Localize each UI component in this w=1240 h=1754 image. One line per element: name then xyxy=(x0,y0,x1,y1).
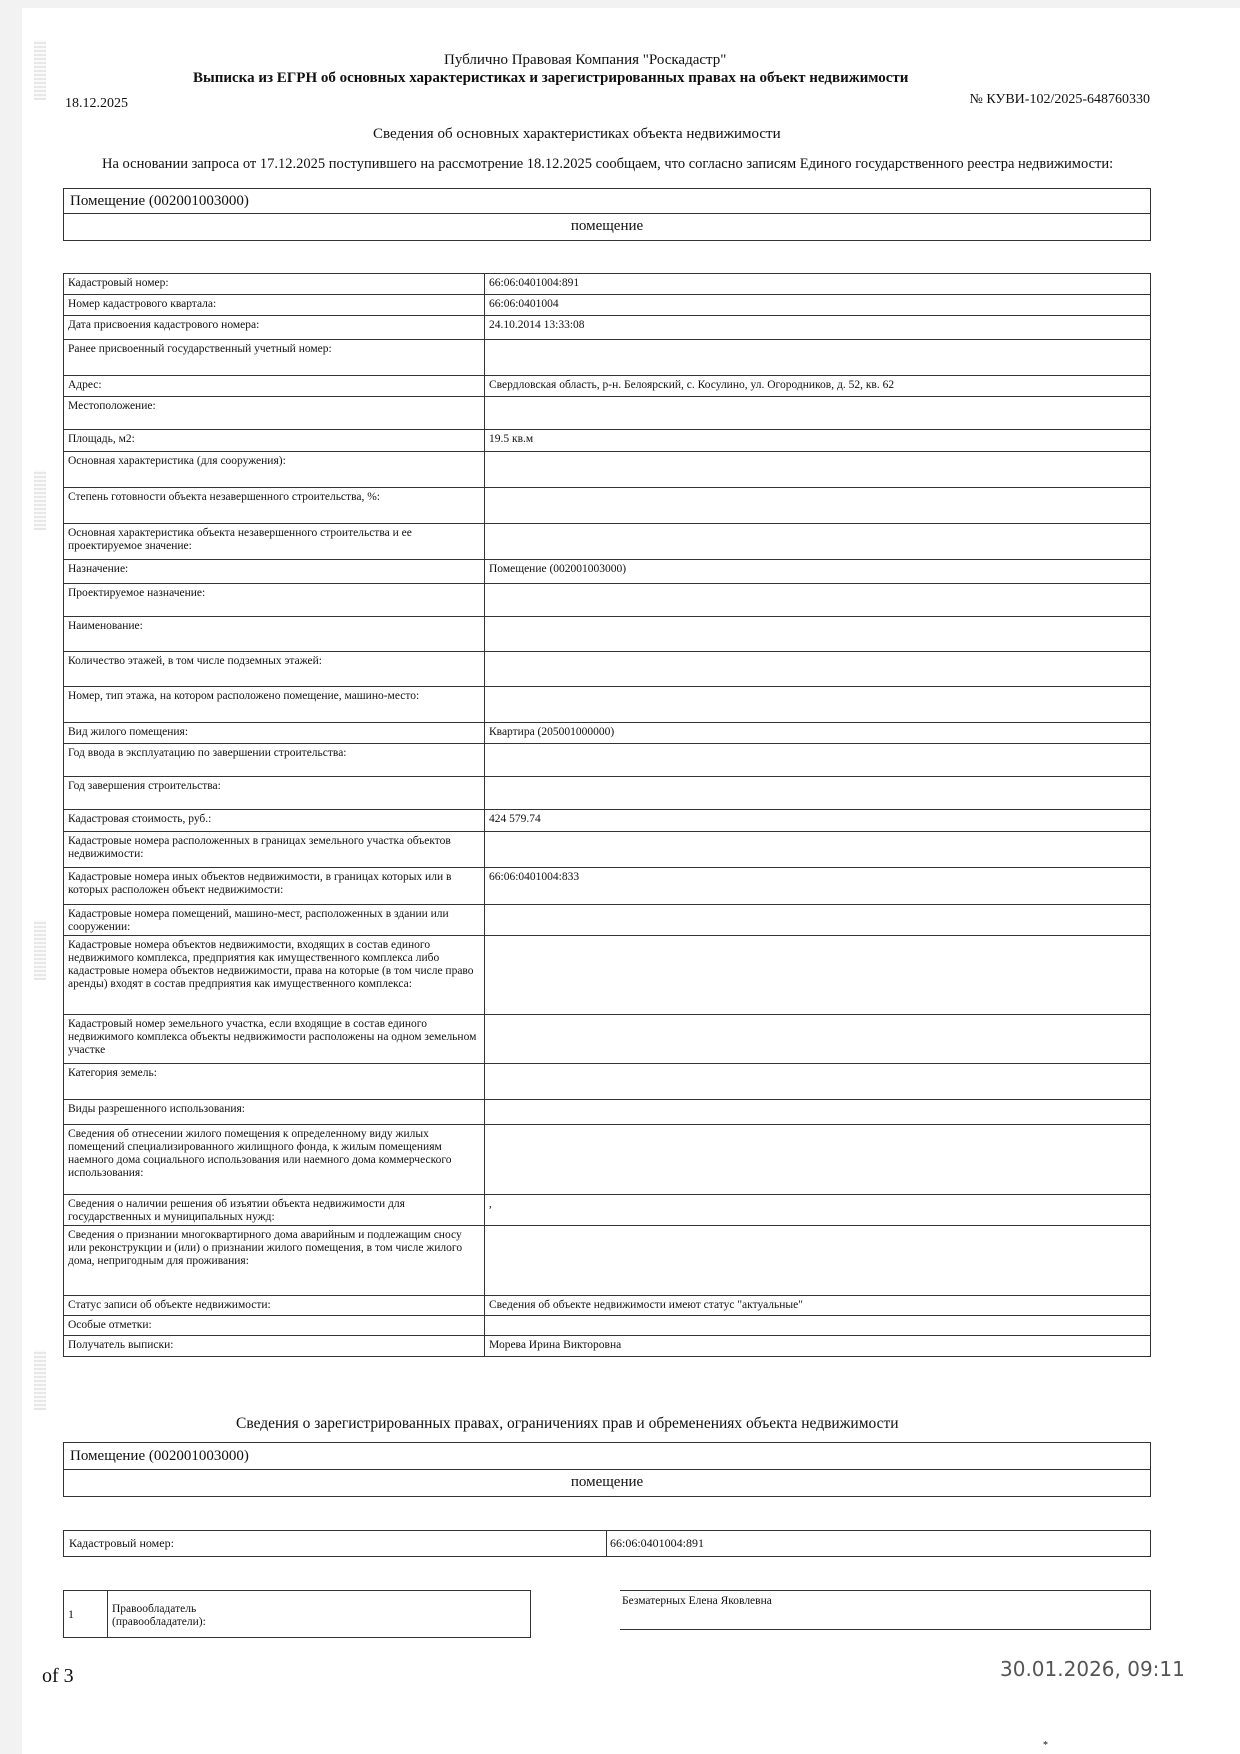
rights-object-code: Помещение (002001003000) xyxy=(64,1443,1150,1470)
row-label: Адрес: xyxy=(64,376,485,397)
row-value xyxy=(485,452,1151,488)
table-row xyxy=(64,868,1151,905)
table-row xyxy=(64,488,1151,524)
row-label: Сведения о наличии решения об изъятии объекта недвижимости для государственных и муниципальных нужд: xyxy=(64,1195,485,1226)
row-label: Вид жилого помещения: xyxy=(64,723,485,744)
scan-mark: * xyxy=(1043,1740,1048,1751)
row-value xyxy=(485,584,1151,617)
print-timestamp: 30.01.2026, 09:11 xyxy=(1000,1657,1185,1681)
table-row xyxy=(64,1064,1151,1100)
row-value: , xyxy=(485,1195,1151,1226)
row-label: Особые отметки: xyxy=(64,1316,485,1336)
row-value: Квартира (205001000000) xyxy=(485,723,1151,744)
row-value: 66:06:0401004:891 xyxy=(485,274,1151,295)
holder-right-cell xyxy=(620,1590,1151,1630)
scan-noise xyxy=(34,920,46,980)
row-value xyxy=(485,524,1151,560)
table-row xyxy=(64,1015,1151,1064)
org-name: Публично Правовая Компания "Роскадастр" xyxy=(444,52,727,68)
table-row xyxy=(64,295,1151,316)
table-row xyxy=(64,1125,1151,1195)
table-row xyxy=(64,340,1151,376)
row-value: 66:06:0401004 xyxy=(485,295,1151,316)
table-row xyxy=(64,524,1151,560)
table-row xyxy=(64,687,1151,723)
holder-left-cell xyxy=(63,1590,531,1638)
row-label: Кадастровый номер: xyxy=(64,274,485,295)
row-label: Кадастровый номер земельного участка, если входящие в состав единого недвижимого комплекса объекты недвижимости расположены на одном земельном участке xyxy=(64,1015,485,1064)
row-value: Помещение (002001003000) xyxy=(485,560,1151,584)
row-label: Виды разрешенного использования: xyxy=(64,1100,485,1125)
row-label: Дата присвоения кадастрового номера: xyxy=(64,316,485,340)
row-label: Назначение: xyxy=(64,560,485,584)
table-row xyxy=(64,652,1151,687)
row-value xyxy=(485,936,1151,1015)
row-label: Проектируемое назначение: xyxy=(64,584,485,617)
row-value xyxy=(485,905,1151,936)
row-value: 24.10.2014 13:33:08 xyxy=(485,316,1151,340)
row-label: Наименование: xyxy=(64,617,485,652)
row-value: 66:06:0401004:833 xyxy=(485,868,1151,905)
row-value: Сведения об объекте недвижимости имеют статус "актуальные" xyxy=(485,1296,1151,1316)
table-row xyxy=(64,617,1151,652)
rights-cadastral-value: 66:06:0401004:891 xyxy=(610,1536,705,1550)
row-label: Категория земель: xyxy=(64,1064,485,1100)
holder-label: Правообладатель (правообладатели): xyxy=(112,1603,206,1628)
row-label: Кадастровые номера расположенных в границах земельного участка объектов недвижимости: xyxy=(64,832,485,868)
row-value xyxy=(485,1015,1151,1064)
row-value xyxy=(485,340,1151,376)
row-label: Основная характеристика (для сооружения): xyxy=(64,452,485,488)
scan-noise xyxy=(34,40,46,100)
row-value xyxy=(485,1064,1151,1100)
table-row xyxy=(64,905,1151,936)
row-label: Получатель выписки: xyxy=(64,1336,485,1357)
row-value xyxy=(485,832,1151,868)
holder-num-cell xyxy=(64,1591,108,1637)
table-row xyxy=(64,832,1151,868)
row-label: Кадастровая стоимость, руб.: xyxy=(64,810,485,832)
row-label: Сведения об отнесении жилого помещения к определенному виду жилых помещений специализированного жилищного фонда, к жилым помещениям наемного дома социального использования или наемного дома коммерческого использования: xyxy=(64,1125,485,1195)
rights-cadastral-row xyxy=(63,1530,1151,1557)
row-label: Год ввода в эксплуатацию по завершении строительства: xyxy=(64,744,485,777)
row-value xyxy=(485,1100,1151,1125)
row-label: Сведения о признании многоквартирного дома аварийным и подлежащим сносу или реконструкции и (или) о признании жилого помещения, в том числе жилого дома, непригодным для проживания: xyxy=(64,1226,485,1296)
table-row xyxy=(64,1226,1151,1296)
object-header-box xyxy=(63,188,1151,241)
row-value xyxy=(485,687,1151,723)
section1-title: Сведения об основных характеристиках объекта недвижимости xyxy=(373,126,781,142)
characteristics-table xyxy=(63,273,1151,1357)
holder-name: Безматерных Елена Яковлевна xyxy=(622,1595,772,1607)
rights-object-box xyxy=(63,1442,1151,1497)
rights-object-type: помещение xyxy=(570,1474,644,1490)
row-label: Статус записи об объекте недвижимости: xyxy=(64,1296,485,1316)
row-value xyxy=(485,744,1151,777)
row-label: Кадастровые номера помещений, машино-мест, расположенных в здании или сооружении: xyxy=(64,905,485,936)
scan-noise xyxy=(34,1350,46,1410)
object-type: помещение xyxy=(570,218,644,234)
object-code: Помещение (002001003000) xyxy=(64,189,1150,214)
divider xyxy=(606,1531,607,1556)
row-label: Ранее присвоенный государственный учетный номер: xyxy=(64,340,485,376)
table-row xyxy=(64,1316,1151,1336)
row-label: Основная характеристика объекта незавершенного строительства и ее проектируемое значение: xyxy=(64,524,485,560)
table-row xyxy=(64,584,1151,617)
table-row xyxy=(64,936,1151,1015)
page-counter: of 3 xyxy=(42,1665,74,1687)
table-row xyxy=(64,316,1151,340)
rights-cadastral-label: Кадастровый номер: xyxy=(69,1536,174,1550)
holder-number: 1 xyxy=(68,1607,74,1621)
row-value xyxy=(485,1125,1151,1195)
document-number: № КУВИ-102/2025-648760330 xyxy=(969,92,1150,107)
row-value xyxy=(485,617,1151,652)
row-label: Кадастровые номера объектов недвижимости, входящих в состав единого недвижимого комплекса, предприятия как имущественного комплекса либо кадастровые номера объектов недвижимости, права на которые (в том числе право аренды) входят в состав предприятия как имущественного комплекса: xyxy=(64,936,485,1015)
row-label: Год завершения строительства: xyxy=(64,777,485,810)
row-label: Номер, тип этажа, на котором расположено помещение, машино-место: xyxy=(64,687,485,723)
table-row xyxy=(64,376,1151,397)
table-row xyxy=(64,397,1151,430)
table-row xyxy=(64,560,1151,584)
table-row xyxy=(64,1296,1151,1316)
table-row xyxy=(64,274,1151,295)
row-label: Степень готовности объекта незавершенного строительства, %: xyxy=(64,488,485,524)
row-value xyxy=(485,488,1151,524)
row-value: 424 579.74 xyxy=(485,810,1151,832)
table-row xyxy=(64,1336,1151,1357)
table-row xyxy=(64,810,1151,832)
row-value xyxy=(485,777,1151,810)
row-value xyxy=(485,397,1151,430)
section2-title: Сведения о зарегистрированных правах, ограничениях прав и обременениях объекта недвижимости xyxy=(236,1415,899,1432)
table-row xyxy=(64,777,1151,810)
table-row xyxy=(64,452,1151,488)
row-value xyxy=(485,1226,1151,1296)
row-label: Местоположение: xyxy=(64,397,485,430)
table-row xyxy=(64,1195,1151,1226)
row-label: Номер кадастрового квартала: xyxy=(64,295,485,316)
scan-noise xyxy=(34,470,46,530)
row-value: 19.5 кв.м xyxy=(485,430,1151,452)
document-date: 18.12.2025 xyxy=(65,96,128,111)
row-value xyxy=(485,652,1151,687)
table-row xyxy=(64,1100,1151,1125)
row-value: Морева Ирина Викторовна xyxy=(485,1336,1151,1357)
row-label: Кадастровые номера иных объектов недвижимости, в границах которых или в которых расположен объект недвижимости: xyxy=(64,868,485,905)
table-row xyxy=(64,723,1151,744)
document-title: Выписка из ЕГРН об основных характеристиках и зарегистрированных правах на объект недвижимости xyxy=(193,70,909,86)
row-value: Свердловская область, р-н. Белоярский, с. Косулино, ул. Огородников, д. 52, кв. 62 xyxy=(485,376,1151,397)
row-value xyxy=(485,1316,1151,1336)
table-row xyxy=(64,430,1151,452)
intro-text: На основании запроса от 17.12.2025 поступившего на рассмотрение 18.12.2025 сообщаем, что согласно записям Единого государственного реестра недвижимости: xyxy=(102,156,1114,172)
row-label: Площадь, м2: xyxy=(64,430,485,452)
row-label: Количество этажей, в том числе подземных этажей: xyxy=(64,652,485,687)
table-row xyxy=(64,744,1151,777)
